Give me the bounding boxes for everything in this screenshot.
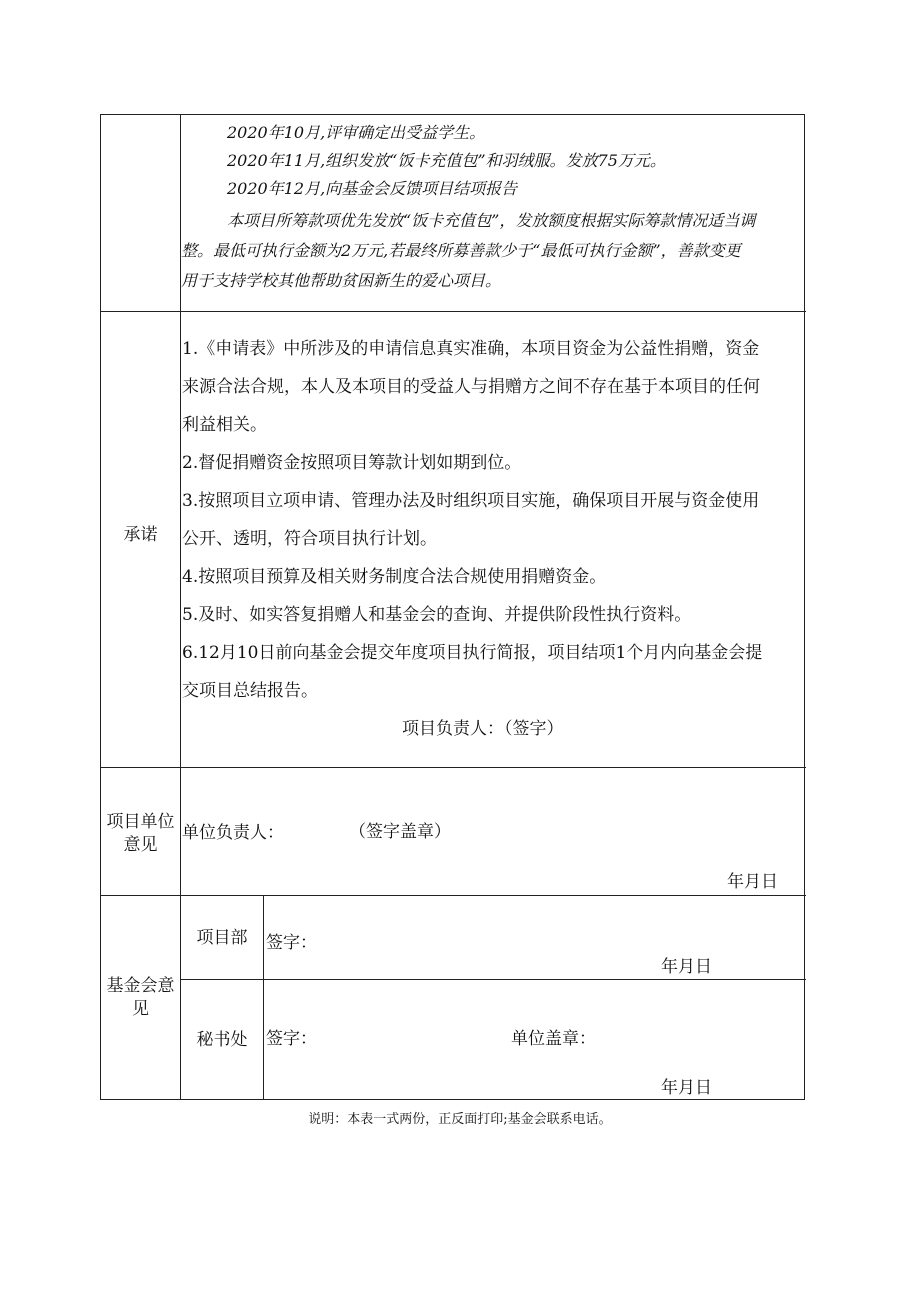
- commitment-line-2: 来源合法合规，本人及本项目的受益人与捐赠方之间不存在基于本项目的任何: [182, 377, 760, 397]
- allocation-paragraph-line-3: 用于支持学校其他帮助贫困新生的爱心项目。: [181, 271, 502, 290]
- commitment-line-6: 公开、透明，符合项目执行计划。: [182, 529, 437, 549]
- secretariat-sign-label: 签字：: [266, 1029, 317, 1049]
- foundation-row-divider: [181, 979, 806, 980]
- foundation-opinion-label: [101, 975, 180, 1021]
- allocation-paragraph-line-1: 本项目所筹款项优先发放“饭卡充值包”，发放额度根据实际筹款情况适当调: [227, 211, 756, 230]
- commitment-line-3: 利益相关。: [182, 415, 267, 435]
- commitment-line-4: 2.督促捐赠资金按照项目筹款计划如期到位。: [182, 453, 522, 473]
- top-schedule-section: [181, 115, 806, 311]
- commitment-line-10: 交项目总结报告。: [182, 681, 318, 701]
- application-form-table: [100, 114, 805, 1100]
- unit-opinion-label-line-2: 意见: [123, 835, 158, 855]
- commitment-line-1: 1.《申请表》中所涉及的申请信息真实准确，本项目资金为公益性捐赠，资金: [182, 339, 760, 359]
- row-divider-commitment: [101, 767, 806, 768]
- unit-sign-seal-label: （签字盖章）: [349, 822, 451, 842]
- foundation-opinion-label-line-2: 见: [132, 999, 149, 1019]
- project-dept-label: 项目部: [196, 928, 248, 948]
- project-dept-sign-label: 签字：: [266, 933, 317, 953]
- unit-responsible-label: 单位负责人：: [182, 823, 284, 843]
- row-divider-top: [101, 311, 806, 312]
- commitment-line-5: 3.按照项目立项申请、管理办法及时组织项目实施，确保项目开展与资金使用: [182, 491, 760, 511]
- unit-opinion-date: 年月日: [727, 872, 778, 892]
- allocation-paragraph-line-2: 整。最低可执行金额为2万元,若最终所募善款少于“最低可执行金额”，善款变更: [181, 241, 741, 260]
- commitment-signature: 项目负责人：（签字）: [402, 719, 564, 739]
- schedule-line-1: 2020年10月,评审确定出受益学生。: [227, 123, 486, 142]
- commitment-line-9: 6.12月10日前向基金会提交年度项目执行简报，项目结项1个月内向基金会提: [182, 643, 763, 663]
- unit-opinion-label: [101, 811, 180, 857]
- foundation-sub-divider: [263, 895, 264, 1100]
- schedule-line-2: 2020年11月,组织发放“饭卡充值包”和羽绒服。发放75万元。: [227, 151, 666, 170]
- unit-opinion-label-line-1: 项目单位: [106, 812, 175, 832]
- commitment-line-7: 4.按照项目预算及相关财务制度合法合规使用捐赠资金。: [182, 567, 607, 587]
- schedule-line-3: 2020年12月,向基金会反馈项目结项报告: [227, 179, 518, 198]
- form-footnote: 说明：本表一式两份，正反面打印;基金会联系电话。: [308, 1112, 612, 1127]
- row-divider-unit: [101, 895, 806, 896]
- project-dept-date: 年月日: [661, 957, 712, 977]
- foundation-opinion-label-line-1: 基金会意: [106, 976, 175, 996]
- commitment-label: 承诺: [123, 525, 158, 545]
- secretariat-seal-label: 单位盖章：: [511, 1029, 596, 1049]
- secretariat-label: 秘书处: [196, 1030, 248, 1050]
- commitment-line-8: 5.及时、如实答复捐赠人和基金会的查询、并提供阶段性执行资料。: [182, 605, 692, 625]
- secretariat-date: 年月日: [661, 1078, 712, 1098]
